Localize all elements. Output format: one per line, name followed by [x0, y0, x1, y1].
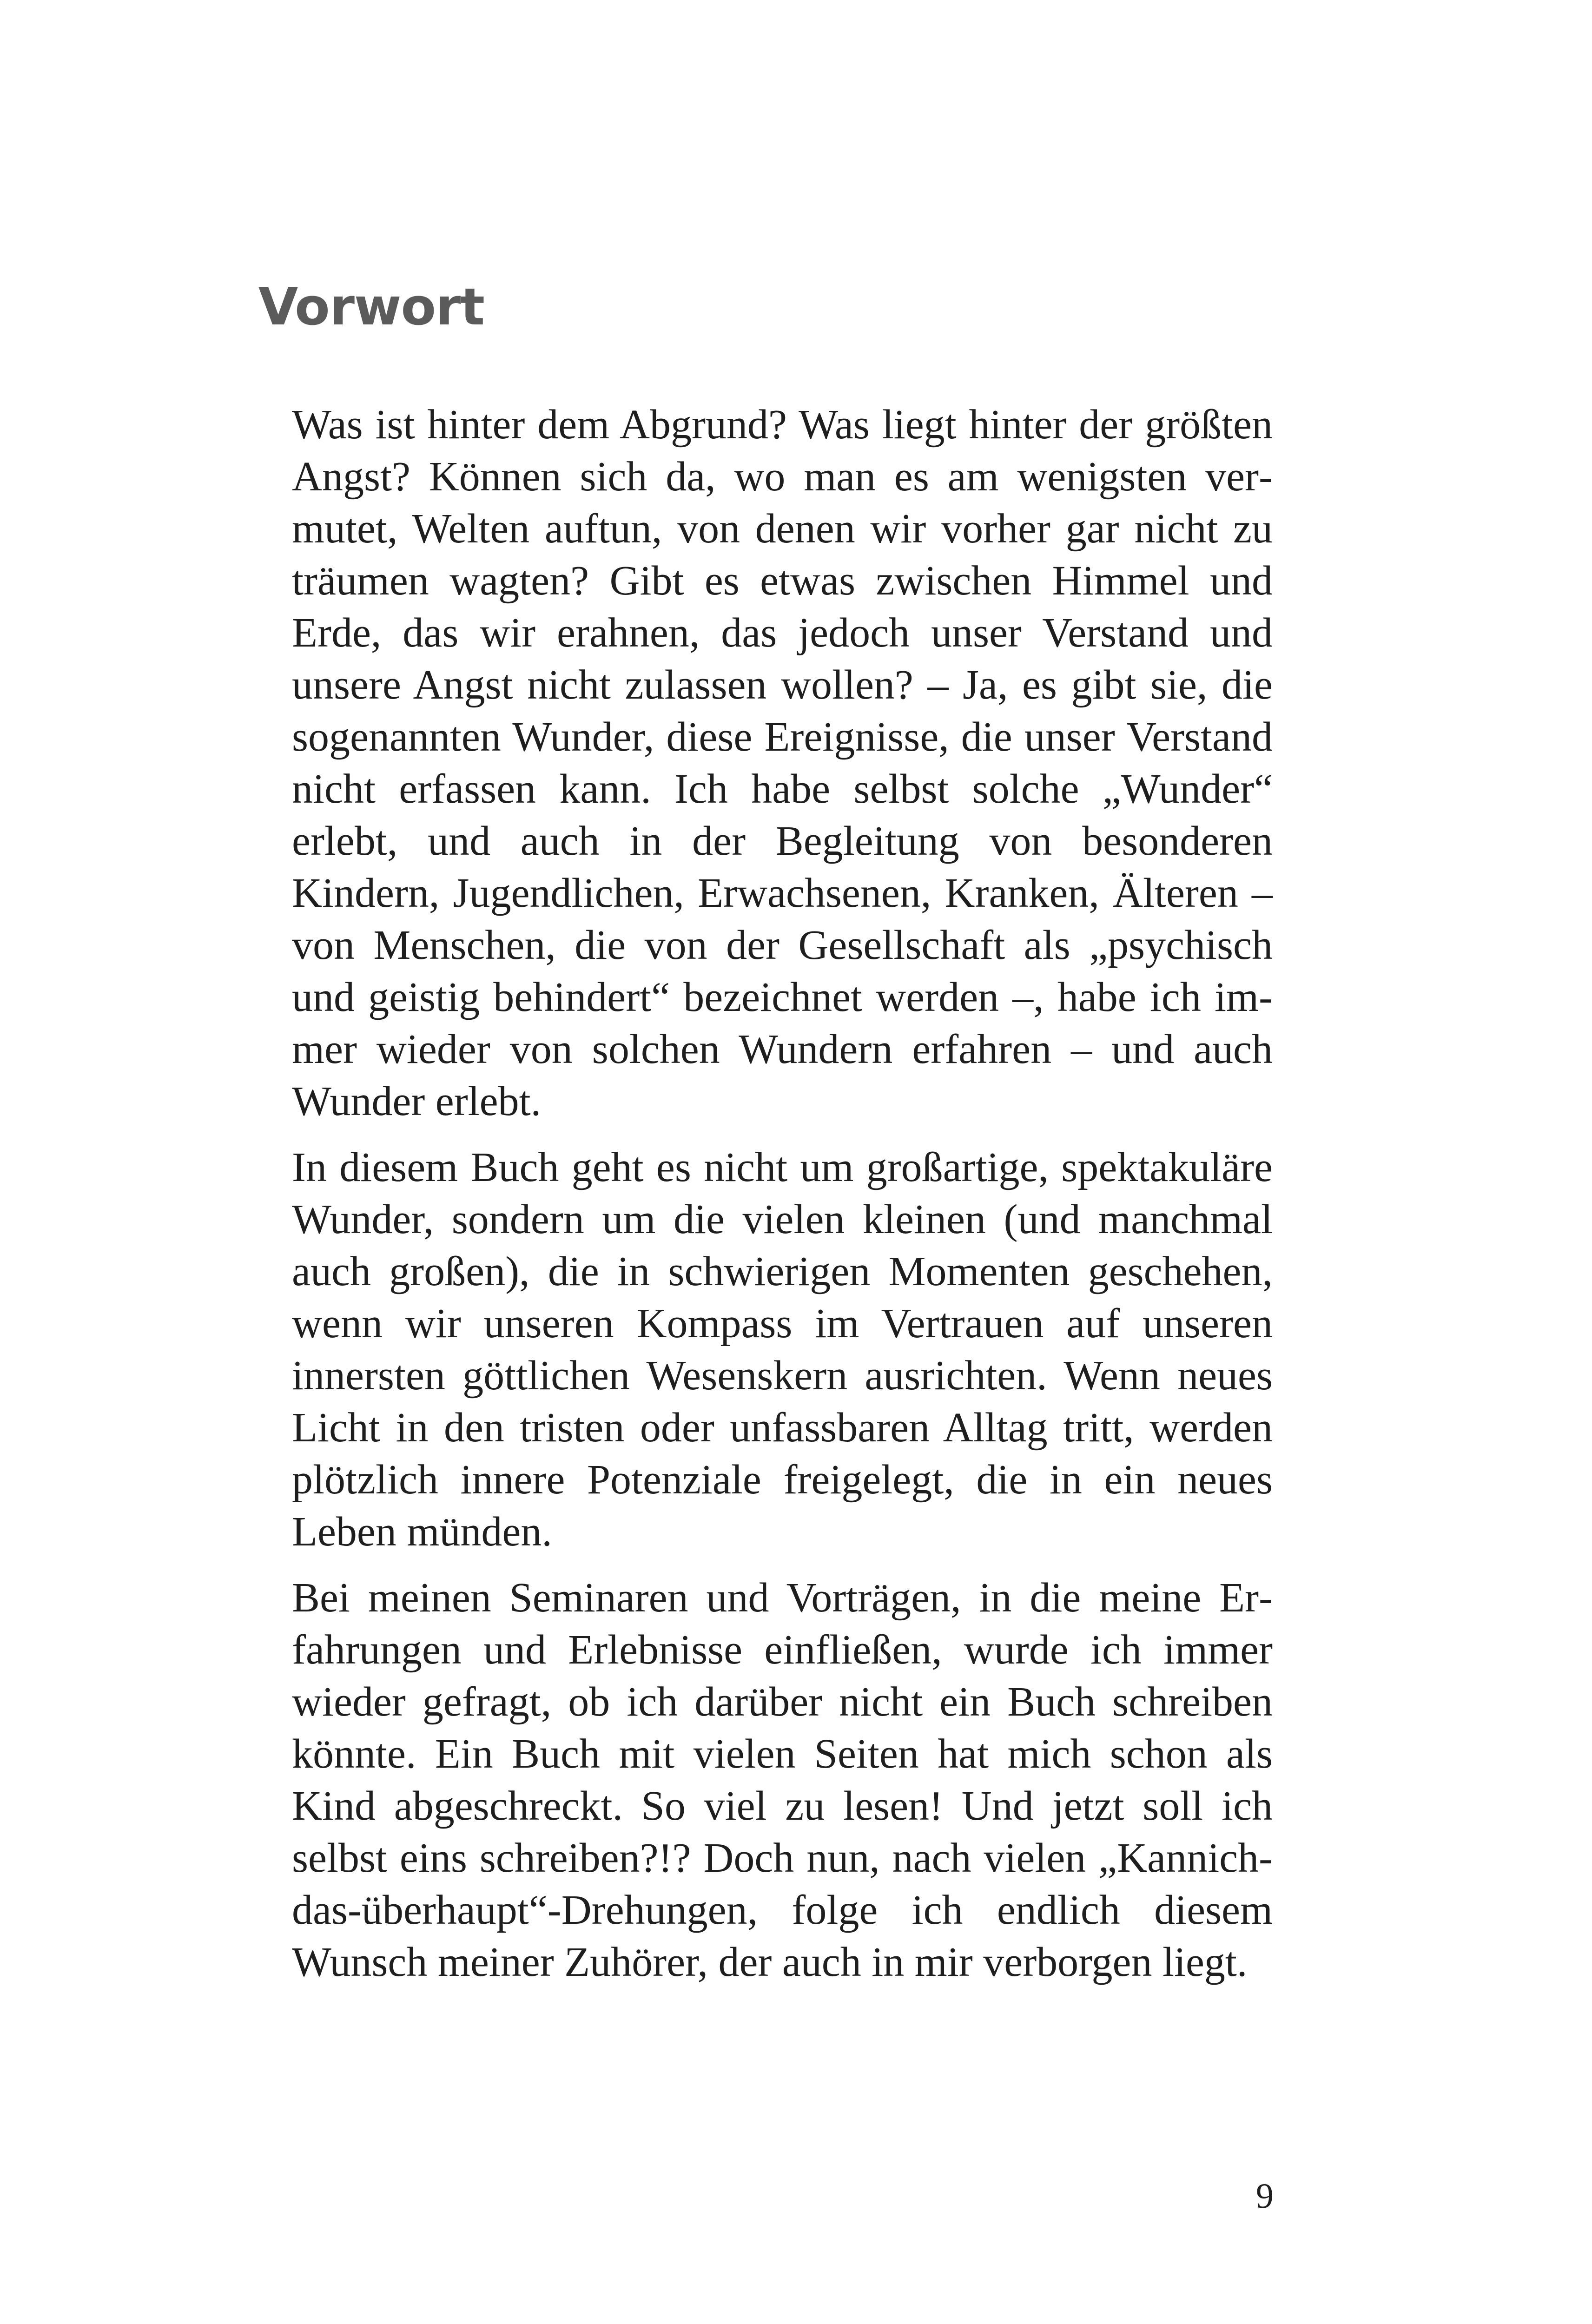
chapter-title: Vorwort	[258, 277, 484, 337]
paragraph-3: Bei meinen Seminaren und Vorträgen, in die meine Erfahrungen und Erlebnisse einfließen, wurde ich immer wieder gefragt, ob ich darüber nicht ein Buch schreiben könnte. Ein Buch mit vielen Seiten hat mich schon als Kind abgeschreckt. So viel zu lesen! Und jetzt soll ich selbst eins schreiben?!? Doch nun, nach vielen „Kannich-das-überhaupt“-Drehungen, folge ich endlich diesem Wunsch meiner Zuhörer, der auch in mir verborgen liegt.	[292, 1575, 1273, 1985]
paragraph-1: Was ist hinter dem Abgrund? Was liegt hinter der größten Angst? Können sich da, wo man es am wenigsten vermutet, Welten auftun, von denen wir vorher gar nicht zu träumen wagten? Gibt es etwas zwischen Himmel und Erde, das wir erahnen, das jedoch unser Verstand und unsere Angst nicht zulassen wollen? – Ja, es gibt sie, die sogenannten Wunder, diese Ereignisse, die unser Verstand nicht erfassen kann. Ich habe selbst solche „Wunder“ erlebt, und auch in der Begleitung von besonderen Kindern, Jugendlichen, Erwachsenen, Kranken, Älteren – von Menschen, die von der Gesellschaft als „psychisch und geistig behindert“ bezeichnet werden –, habe ich immer wieder von solchen Wundern erfahren – und auch Wunder erlebt.	[292, 402, 1273, 1124]
body-text	[292, 399, 1273, 2002]
page-number: 9	[1256, 2177, 1274, 2216]
paragraph-2: In diesem Buch geht es nicht um großartige, spektakuläre Wunder, sondern um die vielen kleinen (und manchmal auch großen), die in schwierigen Momenten geschehen, wenn wir unseren Kompass im Vertrauen auf unseren innersten göttlichen Wesenskern ausrichten. Wenn neues Licht in den tristen oder unfassbaren Alltag tritt, werden plötzlich innere Potenziale freigelegt, die in ein neues Leben münden.	[292, 1144, 1273, 1555]
